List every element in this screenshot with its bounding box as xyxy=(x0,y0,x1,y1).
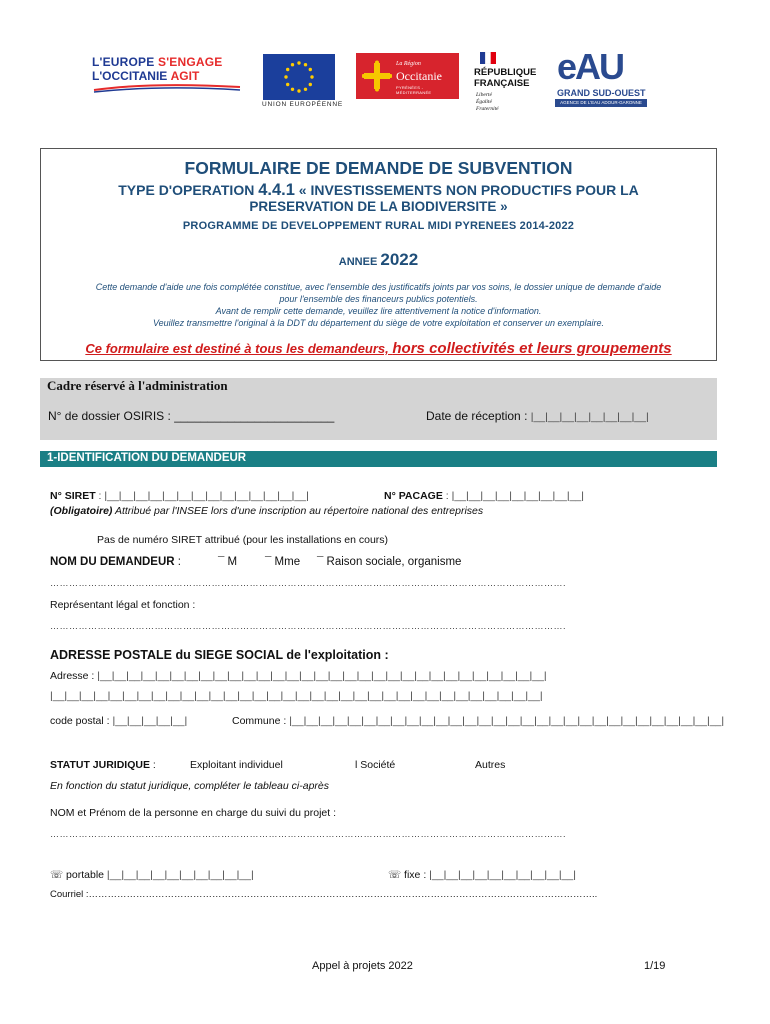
siret-note: (Obligatoire) Attribué par l'INSEE lors d'une inscription au répertoire national des entreprises xyxy=(50,505,484,517)
no-siret-checkbox[interactable]: Pas de numéro SIRET attribué (pour les installations en cours) xyxy=(97,534,389,546)
code-postal-field[interactable]: code postal : |__|__|__|__|__| xyxy=(50,715,188,727)
title-box xyxy=(40,148,717,361)
statut-societe[interactable]: l Société xyxy=(355,759,396,771)
suivi-projet-label: NOM et Prénom de la personne en charge du suivi du projet : xyxy=(50,807,336,819)
logo-agence-eau: eAU GRAND SUD-OUEST AGENCE DE L'EAU ADOUR-GARONNE xyxy=(557,46,646,105)
option-raison-sociale[interactable]: ¯ Raison sociale, organisme xyxy=(317,556,462,568)
phone-icon: ☏ xyxy=(388,869,402,881)
operation-type: TYPE D'OPERATION 4.4.1 « INVESTISSEMENTS NON PRODUCTIFS POUR LA xyxy=(118,181,639,199)
annee-line: ANNEE 2022 xyxy=(338,250,419,269)
date-reception-field[interactable]: Date de réception : |__|__|__|__|__|__|__|__| xyxy=(426,409,649,423)
swoosh-icon xyxy=(92,83,242,93)
adresse-field-1[interactable]: Adresse : |__|__|__|__|__|__|__|__|__|__|__|__|__|__|__|__|__|__|__|__|__|__|__|__|__|__|__|__|__|__|__| xyxy=(50,670,547,682)
siret-field[interactable]: N° SIRET : |__|__|__|__|__|__|__|__|__|__|__|__|__|__| xyxy=(50,490,309,502)
intro-text-2: pour l'ensemble des financeurs publics potentiels. xyxy=(279,294,478,304)
option-m[interactable]: ¯ M xyxy=(218,556,238,568)
admin-title: Cadre réservé à l'administration xyxy=(47,378,228,393)
phone-icon: ☏ xyxy=(50,869,64,881)
adresse-field-2[interactable]: |__|__|__|__|__|__|__|__|__|__|__|__|__|__|__|__|__|__|__|__|__|__|__|__|__|__|__|__|__|__|__|__|__|__| xyxy=(50,690,543,702)
operation-type-line2: PRESERVATION DE LA BIODIVERSITE » xyxy=(249,199,508,214)
intro-text-3: Avant de remplir cette demande, veuillez lire attentivement la notice d'information. xyxy=(215,306,542,316)
eu-stars-icon xyxy=(263,54,335,100)
representant-dots-line[interactable]: ………………………………………………………………………………………………………………………………………………. xyxy=(50,621,567,631)
programme-line: PROGRAMME DE DEVELOPPEMENT RURAL MIDI PYRENEES 2014-2022 xyxy=(182,220,575,232)
logo-europe-occitanie: L'EUROPE S'ENGAGE L'OCCITANIE AGIT xyxy=(92,55,247,95)
statut-juridique-label: STATUT JURIDIQUE : xyxy=(50,759,156,771)
commune-field[interactable]: Commune : |__|__|__|__|__|__|__|__|__|__|__|__|__|__|__|__|__|__|__|__|__|__|__|__|__|__|__|__|__|__| xyxy=(232,715,725,727)
admin-reserved-box xyxy=(40,378,717,440)
nom-dots-line[interactable]: ………………………………………………………………………………………………………………………………………………. xyxy=(50,578,567,588)
page-number: 1/19 xyxy=(644,960,666,972)
suivi-dots-line[interactable]: ………………………………………………………………………………………………………………………………………………. xyxy=(50,829,567,839)
nom-demandeur-label: NOM DU DEMANDEUR : xyxy=(50,556,181,568)
logo-eu-flag xyxy=(263,54,335,100)
form-title: FORMULAIRE DE DEMANDE DE SUBVENTION xyxy=(184,158,573,178)
intro-text-4: Veuillez transmettre l'original à la DDT du département du siège de votre exploitation et conserver un exemplaire. xyxy=(152,318,605,328)
portable-field[interactable]: ☏ portable |__|__|__|__|__|__|__|__|__|__| xyxy=(50,869,254,881)
statut-exploitant-individuel[interactable]: Exploitant individuel xyxy=(190,759,283,771)
section-identification-header: 1-IDENTIFICATION DU DEMANDEUR xyxy=(40,451,717,465)
audience-notice: Ce formulaire est destiné à tous les demandeurs, hors collectivités et leurs groupements xyxy=(85,340,672,357)
fixe-field[interactable]: ☏ fixe : |__|__|__|__|__|__|__|__|__|__| xyxy=(388,869,576,881)
logo-region-occitanie: La Région Occitanie PYRÉNÉES - MÉDITERRANÉE xyxy=(356,53,459,99)
footer-appel-projets: Appel à projets 2022 xyxy=(312,960,413,972)
marianne-flag-icon xyxy=(480,52,496,64)
intro-text-1: Cette demande d'aide une fois complétée constitue, avec l'ensemble des justificatifs joints par vos soins, le dossier unique de demande d'aide xyxy=(95,282,662,292)
representant-label: Représentant légal et fonction : xyxy=(50,599,196,611)
option-mme[interactable]: ¯ Mme xyxy=(265,556,301,568)
courriel-field[interactable]: Courriel :…………………………………………………………………………………………………………………………………………….. xyxy=(50,889,598,900)
occitan-cross-icon xyxy=(362,60,392,92)
pacage-field[interactable]: N° PACAGE : |__|__|__|__|__|__|__|__|__| xyxy=(384,490,584,502)
statut-autres[interactable]: Autres xyxy=(475,759,506,771)
eu-caption: UNION EUROPÉENNE xyxy=(262,101,344,108)
logo-republique-francaise: RÉPUBLIQUE FRANÇAISE Liberté Égalité Fraternité xyxy=(474,52,546,122)
dossier-osiris-field[interactable]: N° de dossier OSIRIS : ________________________ xyxy=(48,409,335,423)
section-rule xyxy=(40,465,717,467)
statut-note: En fonction du statut juridique, compléter le tableau ci-après xyxy=(50,780,329,792)
adresse-title: ADRESSE POSTALE du SIEGE SOCIAL de l'exploitation : xyxy=(50,648,389,662)
